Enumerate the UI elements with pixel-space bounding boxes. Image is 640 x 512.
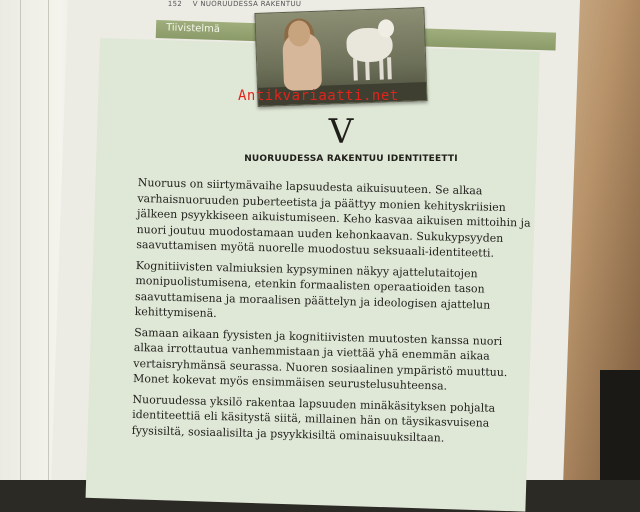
sheep-leg	[387, 57, 392, 79]
paragraph: Samaan aikaan fyysisten ja kognitiivisten muutosten kanssa nuori alkaa irrottautua vanhemmistaan ja viettää yhä enemmän aikaa vertaisryhmänsä seurassa. Nuoren sosiaalinen ympäristö muuttuu. Monet kokevat myös ensimmäisen seurustelusuhteensa.	[132, 325, 508, 393]
body-text	[131, 175, 537, 453]
paragraph: Nuoruus on siirtymävaihe lapsuudesta aikuisuuteen. Se alkaa varhaisnuoruuden puberteetista ja päättyy monien kehityskriisien jälkeen psyykkiseen aikuistumiseen. Keho kasvaa aikuisen mittoihin ja nuori joutuu muodostamaan uuden kehonkaavan. Sukukypsyyden saavuttamisen myötä nuorelle muodostuu seksuaali-identiteetti.	[136, 175, 531, 260]
shadow-corner	[600, 370, 640, 480]
page-edge	[20, 0, 21, 480]
sheep-leg	[379, 58, 384, 80]
running-header	[168, 0, 302, 10]
sheep-leg	[353, 58, 358, 80]
running-title: V NUORUUDESSA RAKENTUU	[192, 0, 302, 8]
sheep-head	[378, 19, 395, 38]
page-edge	[48, 0, 49, 480]
chapter-number: V	[328, 112, 354, 152]
section-title: NUORUUDESSA RAKENTUU IDENTITEETTI	[244, 154, 458, 164]
page-number: 152	[167, 0, 183, 8]
paragraph: Kognitiivisten valmiuksien kypsyminen näkyy ajattelutaitojen monipuolistumisena, etenkin formaalisten operaatioiden tason saavuttamisena ja moraalisen päättelyn ja ideologisen ajattelun kehittymisenä.	[134, 258, 491, 320]
watermark-text: Antikvariaatti.net	[238, 88, 399, 104]
summary-label: Tiivistelmä	[165, 22, 221, 36]
paragraph: Nuoruudessa yksilö rakentaa lapsuuden minäkäsityksen pohjalta identiteettiä eli käsitystä siitä, millainen hän on täysikasvuisena fyysisiltä, sosiaalisilta ja psyykkisiltä ominaisuuksiltaan.	[131, 392, 496, 445]
